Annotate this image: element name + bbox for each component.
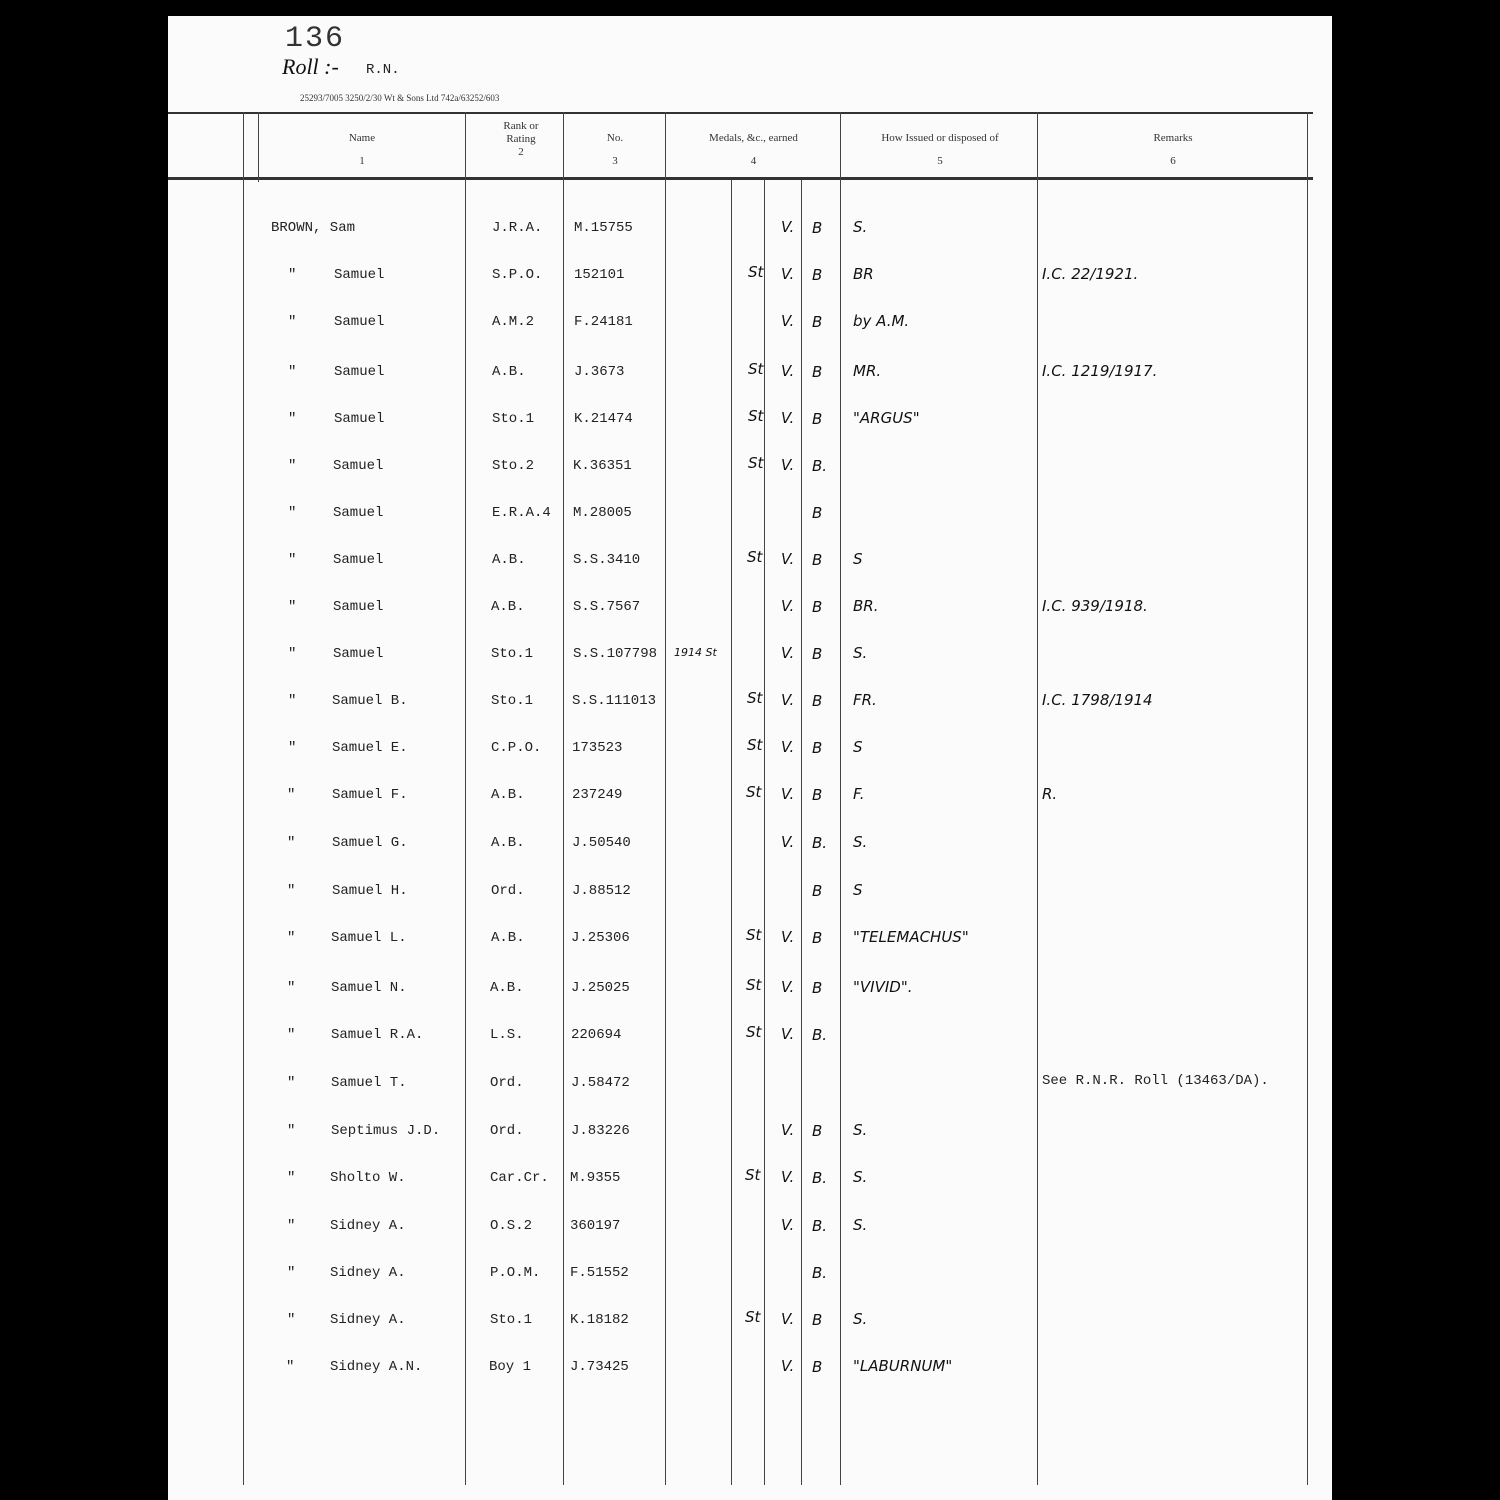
- entry-victory: V.: [781, 1121, 795, 1139]
- entry-issued: by A.M.: [853, 312, 910, 330]
- entry-name: Samuel: [333, 505, 384, 521]
- ditto-mark: ": [287, 1312, 296, 1328]
- header-bottom-rule: [168, 177, 1313, 180]
- ditto-mark: ": [286, 1359, 295, 1375]
- ditto-mark: ": [287, 1265, 296, 1281]
- entry-name: Sidney A.: [330, 1312, 406, 1328]
- entry-rank: Car.Cr.: [490, 1170, 549, 1186]
- roll-service: R.N.: [366, 62, 400, 78]
- page-number: 136: [285, 22, 346, 56]
- entry-british: B: [812, 882, 823, 900]
- entry-rank: Ord.: [490, 1075, 524, 1091]
- entry-star: St: [748, 360, 764, 378]
- entry-issued: BR.: [853, 597, 879, 615]
- entry-victory: V.: [781, 362, 795, 380]
- entry-british: B: [812, 504, 823, 522]
- entry-victory: V.: [781, 456, 795, 474]
- entry-number: M.28005: [573, 505, 632, 521]
- entry-issued: FR.: [853, 691, 877, 709]
- entry-british: B.: [812, 1026, 828, 1044]
- entry-british: B.: [812, 1169, 828, 1187]
- entry-british: B: [812, 979, 823, 997]
- ditto-mark: ": [287, 930, 296, 946]
- entry-name: Samuel: [333, 458, 384, 474]
- ditto-mark: ": [288, 314, 297, 330]
- col-header-number: No. 3: [606, 132, 624, 167]
- entry-star: St: [745, 1308, 761, 1326]
- entry-name: BROWN, Sam: [271, 220, 356, 236]
- entry-issued: S.: [853, 218, 868, 236]
- entry-number: F.24181: [574, 314, 633, 330]
- ditto-mark: ": [288, 505, 297, 521]
- entry-rank: Ord.: [490, 1123, 524, 1139]
- entry-rank: O.S.2: [490, 1218, 533, 1234]
- entry-issued: S.: [853, 1310, 868, 1328]
- rule-no-medals: [665, 112, 666, 1485]
- entry-rank: Boy 1: [489, 1359, 532, 1375]
- entry-rank: A.B.: [491, 787, 525, 803]
- entry-british: B: [812, 551, 823, 569]
- entry-rank: Sto.1: [490, 1312, 533, 1328]
- entry-rank: S.P.O.: [492, 267, 543, 283]
- entry-rank: Sto.2: [492, 458, 535, 474]
- entry-number: J.58472: [571, 1075, 630, 1091]
- entry-number: 360197: [570, 1218, 621, 1234]
- entry-name: Samuel L.: [331, 930, 407, 946]
- entry-name: Samuel E.: [332, 740, 408, 756]
- ditto-mark: ": [288, 646, 297, 662]
- ditto-mark: ": [288, 267, 297, 283]
- ditto-mark: ": [287, 1027, 296, 1043]
- ditto-mark: ": [287, 1075, 296, 1091]
- entry-british: B: [812, 598, 823, 616]
- entry-victory: V.: [781, 1025, 795, 1043]
- rule-right: [1307, 112, 1308, 1485]
- entry-british: B.: [812, 457, 828, 475]
- entry-number: 173523: [572, 740, 623, 756]
- entry-star: St: [747, 689, 763, 707]
- entry-star: St: [747, 736, 763, 754]
- entry-number: S.S.7567: [573, 599, 641, 615]
- entry-issued: "LABURNUM": [853, 1357, 953, 1375]
- entry-issued: "ARGUS": [853, 409, 920, 427]
- entry-name: Sidney A.: [330, 1218, 406, 1234]
- ditto-mark: ": [287, 1170, 296, 1186]
- col-header-issued: How Issued or disposed of 5: [881, 132, 999, 167]
- entry-rank: C.P.O.: [491, 740, 542, 756]
- entry-british: B.: [812, 834, 828, 852]
- rule-name-rank: [465, 112, 466, 1485]
- entry-star: St: [746, 1023, 762, 1041]
- entry-issued: S: [853, 550, 863, 568]
- entry-name: Samuel N.: [331, 980, 407, 996]
- ditto-mark: ": [288, 411, 297, 427]
- entry-british: B: [812, 313, 823, 331]
- rule-medals-1: [731, 180, 732, 1485]
- entry-rank: Ord.: [491, 883, 525, 899]
- rule-left: [243, 112, 244, 1485]
- entry-number: M.15755: [574, 220, 633, 236]
- entry-number: J.3673: [574, 364, 625, 380]
- entry-victory: V.: [781, 597, 795, 615]
- rule-left-inner: [258, 112, 259, 182]
- entry-victory: V.: [781, 928, 795, 946]
- entry-british: B: [812, 1311, 823, 1329]
- entry-number: J.25306: [571, 930, 630, 946]
- header-top-rule: [168, 112, 1313, 114]
- entry-rank: J.R.A.: [492, 220, 543, 236]
- col-header-remarks: Remarks 6: [1153, 132, 1193, 167]
- col-header-rank: Rank or Rating 2: [503, 120, 539, 158]
- ditto-mark: ": [287, 1123, 296, 1139]
- entry-issued: "TELEMACHUS": [853, 928, 969, 946]
- entry-number: J.88512: [572, 883, 631, 899]
- entry-star: St: [748, 263, 764, 281]
- ditto-mark: ": [288, 458, 297, 474]
- entry-number: 152101: [574, 267, 625, 283]
- ditto-mark: ": [287, 787, 296, 803]
- scan-border-left: [0, 0, 168, 1500]
- entry-name: Samuel: [334, 411, 385, 427]
- entry-star: St: [745, 1166, 761, 1184]
- entry-british: B: [812, 786, 823, 804]
- entry-name: Samuel: [333, 599, 384, 615]
- entry-name: Samuel: [333, 552, 384, 568]
- col-header-medals: Medals, &c., earned 4: [709, 132, 798, 167]
- rule-medals-issued: [840, 112, 841, 1485]
- entry-issued: S.: [853, 1216, 868, 1234]
- scan-border-right: [1332, 0, 1500, 1500]
- scan-border-top: [165, 0, 1332, 16]
- entry-number: J.73425: [570, 1359, 629, 1375]
- entry-rank: L.S.: [490, 1027, 524, 1043]
- entry-name: Samuel G.: [332, 835, 408, 851]
- entry-rank: E.R.A.4: [492, 505, 551, 521]
- entry-number: K.36351: [573, 458, 632, 474]
- entry-victory: V.: [781, 1216, 795, 1234]
- entry-number: J.25025: [571, 980, 630, 996]
- entry-victory: V.: [781, 978, 795, 996]
- entry-rank: A.B.: [491, 930, 525, 946]
- entry-issued: S.: [853, 833, 868, 851]
- entry-name: Samuel B.: [332, 693, 408, 709]
- entry-number: K.18182: [570, 1312, 629, 1328]
- entry-remarks: See R.N.R. Roll (13463/DA).: [1042, 1073, 1269, 1089]
- entry-name: Samuel: [334, 364, 385, 380]
- ditto-mark: ": [287, 980, 296, 996]
- entry-victory: V.: [781, 833, 795, 851]
- entry-victory: V.: [781, 409, 795, 427]
- entry-star-1914: 1914 St: [674, 646, 717, 659]
- entry-british: B: [812, 739, 823, 757]
- entry-rank: A.B.: [490, 980, 524, 996]
- entry-number: F.51552: [570, 1265, 629, 1281]
- entry-name: Samuel T.: [331, 1075, 407, 1091]
- ditto-mark: ": [288, 599, 297, 615]
- ditto-mark: ": [287, 883, 296, 899]
- entry-rank: A.M.2: [492, 314, 535, 330]
- rule-rank-no: [563, 112, 564, 1485]
- rule-medals-3: [801, 180, 802, 1485]
- entry-british: B: [812, 1122, 823, 1140]
- entry-issued: S: [853, 881, 863, 899]
- entry-rank: A.B.: [491, 599, 525, 615]
- entry-number: S.S.111013: [572, 693, 657, 709]
- entry-british: B.: [812, 1264, 828, 1282]
- entry-name: Samuel F.: [332, 787, 408, 803]
- entry-british: B: [812, 1358, 823, 1376]
- entry-victory: V.: [781, 1357, 795, 1375]
- entry-victory: V.: [781, 738, 795, 756]
- entry-issued: S.: [853, 1168, 868, 1186]
- entry-rank: A.B.: [492, 552, 526, 568]
- entry-rank: P.O.M.: [490, 1265, 541, 1281]
- entry-issued: MR.: [853, 362, 882, 380]
- entry-british: B: [812, 363, 823, 381]
- entry-remarks: I.C. 939/1918.: [1042, 597, 1148, 615]
- entry-number: J.50540: [572, 835, 631, 851]
- entry-name: Samuel R.A.: [331, 1027, 424, 1043]
- entry-rank: Sto.1: [491, 646, 534, 662]
- entry-victory: V.: [781, 550, 795, 568]
- ditto-mark: ": [288, 693, 297, 709]
- entry-british: B: [812, 410, 823, 428]
- entry-issued: BR: [853, 265, 874, 283]
- entry-star: St: [746, 926, 762, 944]
- ditto-mark: ": [287, 835, 296, 851]
- entry-name: Samuel: [333, 646, 384, 662]
- entry-star: St: [746, 783, 762, 801]
- entry-number: S.S.107798: [573, 646, 658, 662]
- entry-victory: V.: [781, 644, 795, 662]
- entry-issued: S.: [853, 1121, 868, 1139]
- entry-name: Septimus J.D.: [331, 1123, 441, 1139]
- entry-rank: A.B.: [491, 835, 525, 851]
- entry-british: B: [812, 645, 823, 663]
- col-header-name: Name 1: [348, 132, 376, 167]
- entry-number: K.21474: [574, 411, 633, 427]
- entry-number: J.83226: [571, 1123, 630, 1139]
- entry-remarks: R.: [1042, 785, 1058, 803]
- entry-number: M.9355: [570, 1170, 621, 1186]
- entry-issued: F.: [853, 785, 865, 803]
- entry-victory: V.: [781, 785, 795, 803]
- printer-line: 25293/7005 3250/2/30 Wt & Sons Ltd 742a/63252/603: [300, 93, 500, 103]
- entry-british: B.: [812, 1217, 828, 1235]
- entry-star: St: [746, 976, 762, 994]
- rule-medals-2: [764, 180, 765, 1485]
- entry-british: B: [812, 219, 823, 237]
- entry-name: Sidney A.N.: [330, 1359, 423, 1375]
- entry-name: Samuel: [334, 314, 385, 330]
- entry-rank: A.B.: [492, 364, 526, 380]
- entry-victory: V.: [781, 1310, 795, 1328]
- ditto-mark: ": [288, 740, 297, 756]
- entry-issued: "VIVID".: [853, 978, 913, 996]
- entry-number: 220694: [571, 1027, 622, 1043]
- entry-victory: V.: [781, 312, 795, 330]
- ditto-mark: ": [287, 1218, 296, 1234]
- rule-issued-remarks: [1037, 112, 1038, 1485]
- entry-name: Sidney A.: [330, 1265, 406, 1281]
- ditto-mark: ": [288, 364, 297, 380]
- entry-star: St: [747, 548, 763, 566]
- entry-victory: V.: [781, 265, 795, 283]
- entry-name: Samuel H.: [332, 883, 408, 899]
- entry-star: St: [748, 454, 764, 472]
- entry-rank: Sto.1: [491, 693, 534, 709]
- entry-remarks: I.C. 1219/1917.: [1042, 362, 1158, 380]
- entry-remarks: I.C. 22/1921.: [1042, 265, 1139, 283]
- entry-victory: V.: [781, 691, 795, 709]
- entry-victory: V.: [781, 218, 795, 236]
- entry-victory: V.: [781, 1168, 795, 1186]
- entry-number: 237249: [572, 787, 623, 803]
- entry-rank: Sto.1: [492, 411, 535, 427]
- entry-british: B: [812, 692, 823, 710]
- ditto-mark: ": [288, 552, 297, 568]
- entry-issued: S: [853, 738, 863, 756]
- entry-british: B: [812, 929, 823, 947]
- entry-remarks: I.C. 1798/1914: [1042, 691, 1153, 709]
- roll-label: Roll :-: [282, 54, 339, 79]
- entry-name: Sholto W.: [330, 1170, 406, 1186]
- entry-star: St: [748, 407, 764, 425]
- entry-issued: S.: [853, 644, 868, 662]
- entry-name: Samuel: [334, 267, 385, 283]
- entry-british: B: [812, 266, 823, 284]
- entry-number: S.S.3410: [573, 552, 641, 568]
